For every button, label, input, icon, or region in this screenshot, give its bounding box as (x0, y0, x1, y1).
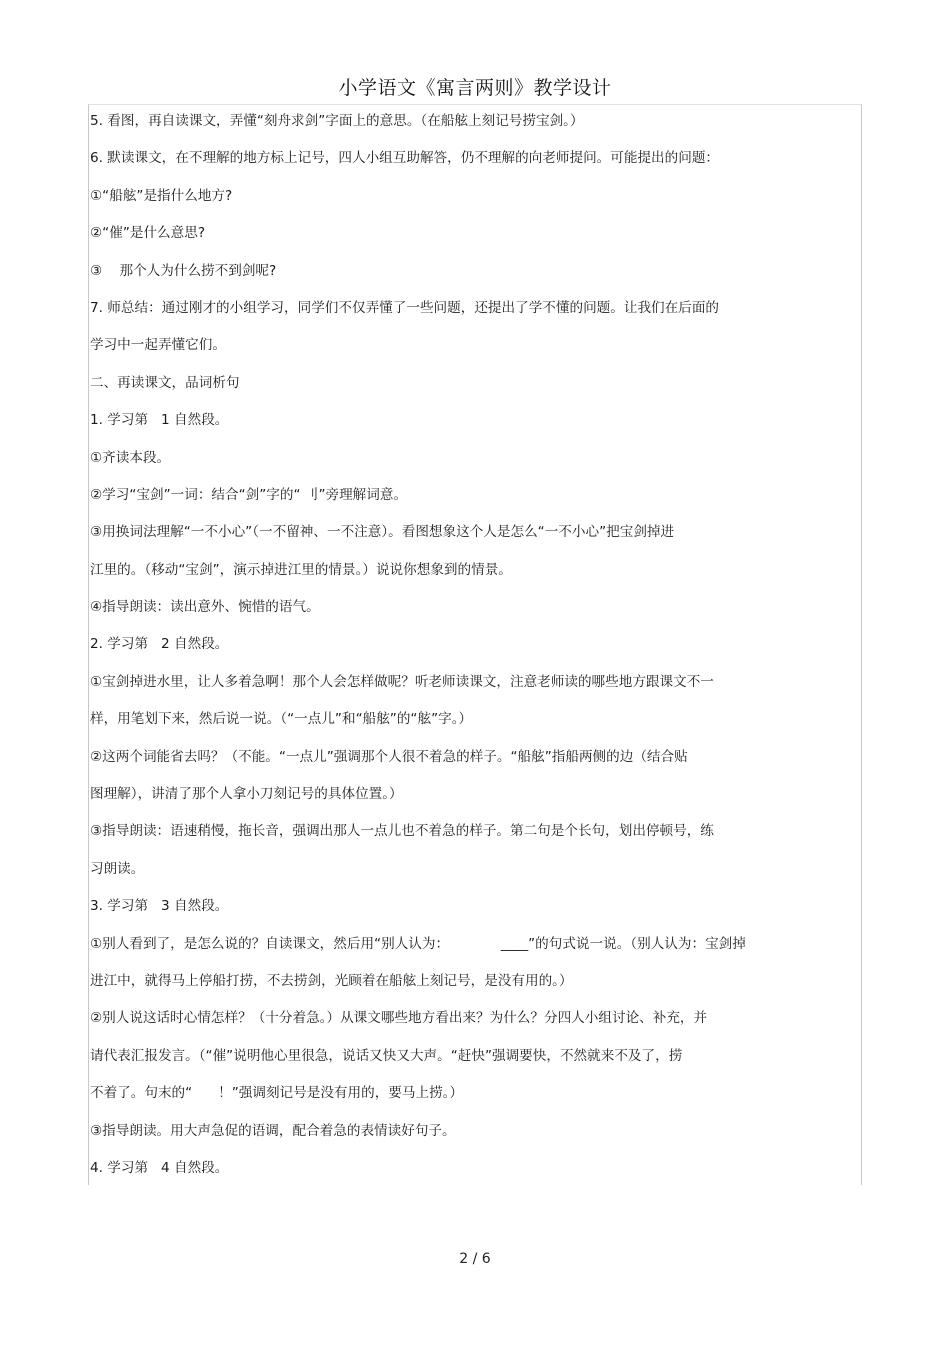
text-line: ①齐读本段。 (90, 449, 171, 466)
page-title: 小学语文《寓言两则》教学设计 (338, 77, 612, 99)
text-line: 样，用笔划下来，然后说一说。（“一点儿”和“船舷”的“舷”字。） (90, 711, 473, 728)
text-line: 进江中，就得马上停船打捞，不去捞剑，光顾着在船舷上刻记号，是没有用的。） (90, 972, 573, 989)
text-line: ③指导朗读：语速稍慢，拖长音，强调出那人一点儿也不着急的样子。第二句是个长句，划出停顿号，练 (90, 823, 714, 840)
text-line: 二、再读课文，品词析句 (90, 374, 240, 391)
text-line: ②学习“宝剑”一词：结合“剑”字的“ 刂”旁理解词意。 (90, 486, 408, 503)
text-line: ②这两个词能省去吗？（不能。“一点儿”强调那个人很不着急的样子。“船舷”指船两侧的边（结合贴 (90, 748, 688, 765)
text-line: 4. 学习第 4 自然段。 (90, 1159, 229, 1176)
text-line: ①“船舷”是指什么地方? (90, 187, 233, 204)
text-line: ④指导朗读：读出意外、惋惜的语气。 (90, 599, 320, 616)
text-line: 5. 看图，再自读课文，弄懂“刻舟求剑”字面上的意思。（在船舷上刻记号捞宝剑。） (90, 113, 584, 129)
text-line: ①宝剑掉进水里，让人多着急啊！那个人会怎样做呢？听老师读课文，注意老师读的哪些地方跟课文不一 (90, 673, 714, 690)
text-line: 2. 学习第 2 自然段。 (90, 636, 229, 653)
text-line: 1. 学习第 1 自然段。 (90, 412, 229, 429)
text-line: 请代表汇报发言。（“催”说明他心里很急，说话又快又大声。“赶快”强调要快，不然就来不及了，捞 (90, 1047, 683, 1064)
text-line: 图理解），讲清了那个人拿小刀刻记号的具体位置。） (90, 786, 403, 803)
text-line: 习朗读。 (90, 860, 145, 877)
page-number: 2 / 6 (459, 1251, 491, 1267)
text-line: ①别人看到了，是怎么说的？自读课文，然后用“别人认为： ____”的句式说一说。（别人认为：宝剑掉 (90, 935, 746, 952)
text-line: 江里的。（移动“宝剑”，演示掉进江里的情景。）说说你想象到的情景。 (90, 561, 512, 578)
text-line: ③指导朗读。用大声急促的语调，配合着急的表情读好句子。 (90, 1122, 456, 1139)
text-line: ③用换词法理解“一不小心”（一不留神、一不注意）。看图想象这个人是怎么“一不小心”把宝剑掉进 (90, 524, 675, 541)
text-line: ②“催”是什么意思? (90, 225, 206, 242)
text-line: 7. 师总结：通过刚才的小组学习，同学们不仅弄懂了一些问题，还提出了学不懂的问题。让我们在后面的 (90, 299, 720, 316)
text-line: ③ 那个人为什么捞不到剑呢? (90, 262, 277, 279)
text-line: ②别人说这话时心情怎样？（十分着急。）从课文哪些地方看出来？为什么？分四人小组讨论、补充，并 (90, 1010, 708, 1027)
text-line: 不着了。句末的“ ！”强调刻记号是没有用的，要马上捞。） (90, 1085, 464, 1102)
text-line: 6. 默读课文，在不理解的地方标上记号，四人小组互助解答，仍不理解的向老师提问。可能提出的问题： (90, 150, 720, 167)
document-body (90, 108, 850, 1192)
text-line: 学习中一起弄懂它们。 (90, 337, 226, 354)
text-line: 3. 学习第 3 自然段。 (90, 898, 229, 915)
